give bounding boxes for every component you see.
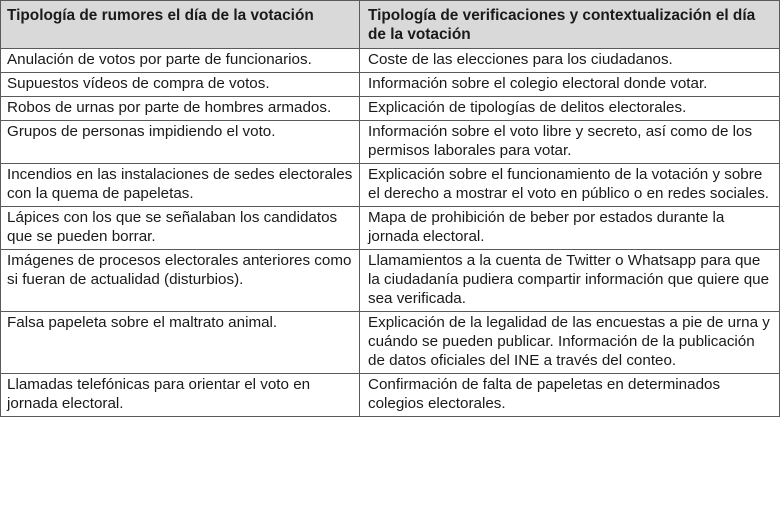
rumor-cell: Falsa papeleta sobre el maltrato animal. <box>1 312 360 374</box>
table-row <box>1 250 780 312</box>
table-row <box>1 164 780 207</box>
table-body <box>1 49 780 417</box>
rumor-cell: Incendios en las instalaciones de sedes electorales con la quema de papeletas. <box>1 164 360 207</box>
verification-cell: Información sobre el voto libre y secreto, así como de los permisos laborales para votar. <box>360 121 780 164</box>
header-row <box>1 1 780 49</box>
verification-cell: Coste de las elecciones para los ciudadanos. <box>360 49 780 73</box>
verification-cell: Información sobre el colegio electoral donde votar. <box>360 73 780 97</box>
rumor-cell: Grupos de personas impidiendo el voto. <box>1 121 360 164</box>
verification-cell: Mapa de prohibición de beber por estados durante la jornada electoral. <box>360 207 780 250</box>
table-row <box>1 97 780 121</box>
table-row <box>1 49 780 73</box>
rumor-cell: Anulación de votos por parte de funcionarios. <box>1 49 360 73</box>
verification-cell: Explicación sobre el funcionamiento de la votación y sobre el derecho a mostrar el voto en público o en redes sociales. <box>360 164 780 207</box>
verification-cell: Llamamientos a la cuenta de Twitter o Whatsapp para que la ciudadanía pudiera compartir información que quiere que sea verificada. <box>360 250 780 312</box>
table-row <box>1 73 780 97</box>
table-row <box>1 121 780 164</box>
verification-cell: Explicación de tipologías de delitos electorales. <box>360 97 780 121</box>
table-row <box>1 312 780 374</box>
rumor-cell: Supuestos vídeos de compra de votos. <box>1 73 360 97</box>
rumor-cell: Imágenes de procesos electorales anteriores como si fueran de actualidad (disturbios). <box>1 250 360 312</box>
rumor-cell: Lápices con los que se señalaban los candidatos que se pueden borrar. <box>1 207 360 250</box>
table-row <box>1 207 780 250</box>
header-verifications: Tipología de verificaciones y contextualización el día de la votación <box>360 1 780 49</box>
verification-cell: Confirmación de falta de papeletas en determinados colegios electorales. <box>360 374 780 417</box>
rumor-cell: Robos de urnas por parte de hombres armados. <box>1 97 360 121</box>
rumor-cell: Llamadas telefónicas para orientar el voto en jornada electoral. <box>1 374 360 417</box>
verification-cell: Explicación de la legalidad de las encuestas a pie de urna y cuándo se pueden publicar. Información de la publicación de datos oficiales del INE a través del conteo. <box>360 312 780 374</box>
table-row <box>1 374 780 417</box>
table-header <box>1 1 780 49</box>
header-rumors: Tipología de rumores el día de la votación <box>1 1 360 49</box>
